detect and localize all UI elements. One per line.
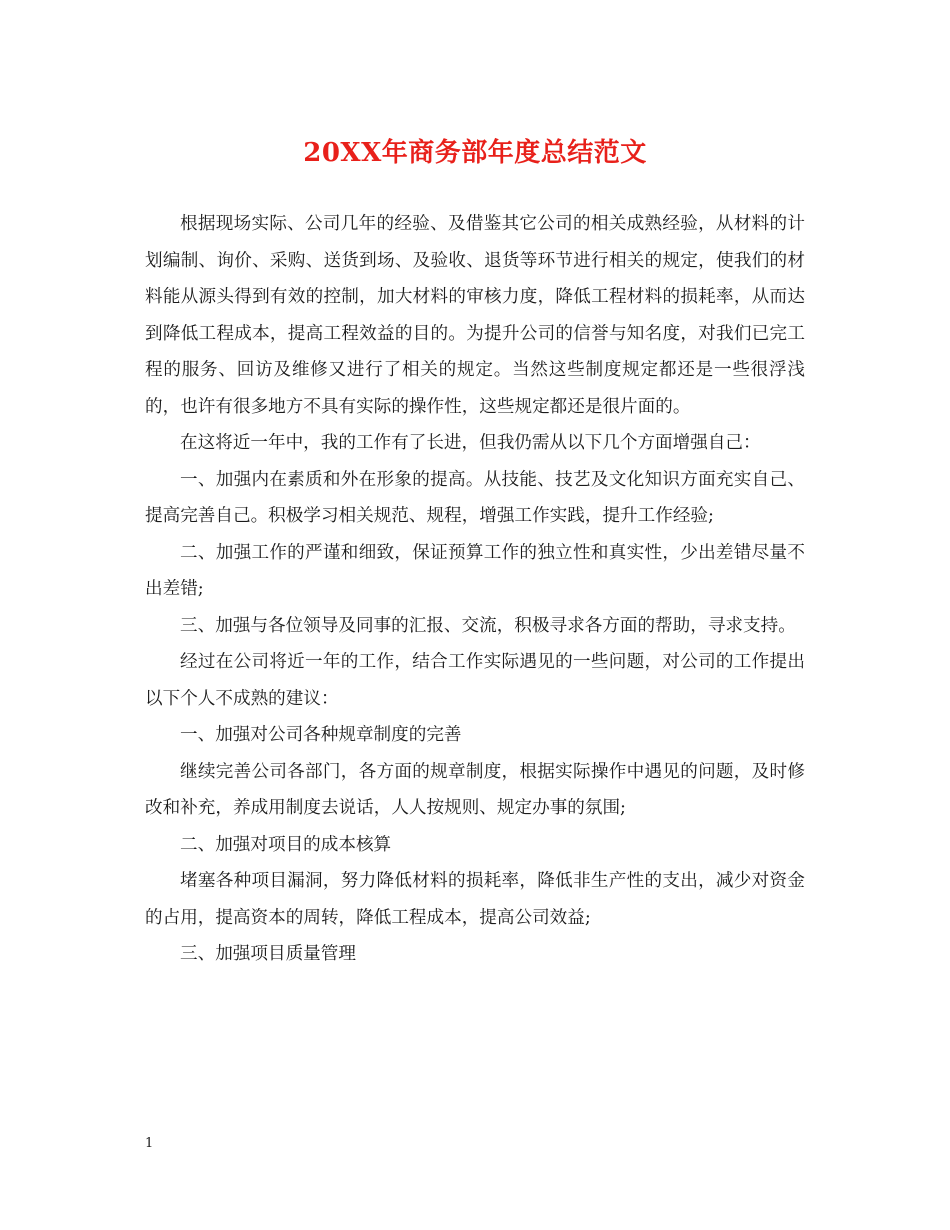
- paragraph: 三、加强与各位领导及同事的汇报、交流，积极寻求各方面的帮助，寻求支持。: [180, 615, 796, 636]
- section-heading: 二、加强对项目的成本核算: [180, 834, 392, 855]
- paragraph: 堵塞各种项目漏洞，努力降低材料的损耗率，降低非生产性的支出，减少对资金的占用，提高资本的周转，降低工程成本，提高公司效益;: [145, 871, 805, 928]
- paragraph: 经过在公司将近一年的工作，结合工作实际遇见的一些问题，对公司的工作提出以下个人不成熟的建议：: [145, 652, 805, 709]
- paragraph: 在这将近一年中，我的工作有了长进，但我仍需从以下几个方面增强自己：: [180, 433, 761, 453]
- page-number: 1: [145, 1136, 154, 1151]
- section-heading: 一、加强对公司各种规章制度的完善: [180, 725, 462, 745]
- document-body: [145, 206, 805, 973]
- paragraph: 继续完善公司各部门，各方面的规章制度，根据实际操作中遇见的问题，及时修改和补充，养成用制度去说话，人人按规则、规定办事的氛围;: [145, 761, 805, 818]
- section-heading: 三、加强项目质量管理: [180, 944, 356, 964]
- paragraph: 根据现场实际、公司几年的经验、及借鉴其它公司的相关成熟经验，从材料的计划编制、询价、采购、送货到场、及验收、退货等环节进行相关的规定，使我们的材料能从源头得到有效的控制，加大材料的审核力度，降低工程材料的损耗率，从而达到降低工程成本，提高工程效益的目的。为提升公司的信誉与知名度，对我们已完工程的服务、回访及维修又进行了相关的规定。当然这些制度规定都还是一些很浮浅的，也许有很多地方不具有实际的操作性，这些规定都还是很片面的。: [145, 214, 805, 417]
- document-title: 20XX年商务部年度总结范文: [303, 138, 647, 168]
- paragraph: 一、加强内在素质和外在形象的提高。从技能、技艺及文化知识方面充实自己、提高完善自己。积极学习相关规范、规程，增强工作实践，提升工作经验;: [145, 469, 805, 526]
- paragraph: 二、加强工作的严谨和细致，保证预算工作的独立性和真实性，少出差错尽量不出差错;: [145, 542, 805, 599]
